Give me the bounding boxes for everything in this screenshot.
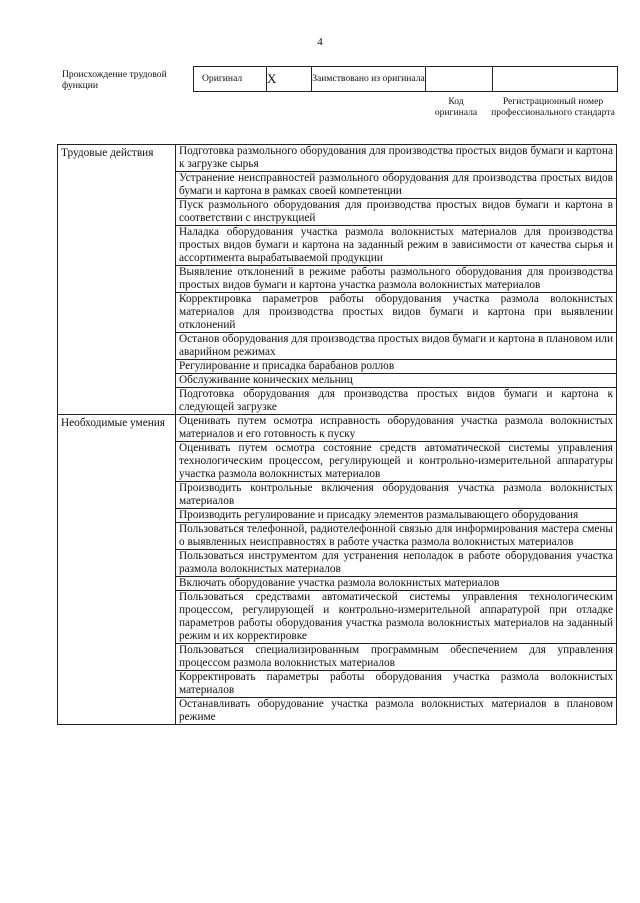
table-cell-item: Останавливать оборудование участка размола волокнистых материалов в плановом режиме — [176, 698, 617, 725]
borrowed-cell: Заимствовано из оригинала — [312, 67, 426, 92]
labor-function-table — [57, 144, 617, 725]
table-cell-item: Производить регулирование и присадку элементов размалывающего оборудования — [176, 509, 617, 523]
original-mark: X — [267, 67, 312, 92]
table-cell-item: Пользоваться телефонной, радиотелефонной связью для информирования мастера смены о выявленных неисправностях в работе участка размола волокнистых материалов — [176, 523, 617, 550]
table-cell-item: Пользоваться средствами автоматической системы управления технологическим процессом, регулирующей и контрольно-измерительной аппаратурой при отладке параметров работы оборудования участка размола волокнистых материалов на заданный режим и их корректировке — [176, 591, 617, 644]
table-cell-item: Пуск размольного оборудования для производства простых видов бумаги и картона в соответствии с инструкцией — [176, 199, 617, 226]
table-cell-item: Оценивать путем осмотра исправность оборудования участка размола волокнистых материалов и его готовность к пуску — [176, 415, 617, 442]
required-skills-label: Необходимые умения — [58, 415, 176, 725]
origin-label: Происхождение трудовой функции — [62, 69, 167, 91]
origin-table — [193, 66, 618, 92]
page-number: 4 — [317, 36, 323, 48]
table-cell-item: Подготовка размольного оборудования для производства простых видов бумаги и картона к загрузке сырья — [176, 145, 617, 172]
table-cell-item: Корректировка параметров работы оборудования участка размола волокнистых материалов для производства простых видов бумаги и картона при выявлении отклонений — [176, 293, 617, 333]
table-cell-item: Подготовка оборудования для производства простых видов бумаги и картона к следующей загрузке — [176, 388, 617, 415]
registration-number-label: Регистрационный номер профессионального стандарта — [491, 96, 615, 118]
table-cell-item: Производить контрольные включения оборудования участка размола волокнистых материалов — [176, 482, 617, 509]
table-cell-item: Корректировать параметры работы оборудования участка размола волокнистых материалов — [176, 671, 617, 698]
code-original-label: Код оригинала — [434, 96, 478, 118]
table-cell-item: Обслуживание конических мельниц — [176, 374, 617, 388]
labor-actions-label: Трудовые действия — [58, 145, 176, 415]
table-row — [58, 145, 617, 172]
reg-number-cell — [493, 67, 618, 92]
table-row — [58, 415, 617, 442]
table-cell-item: Устранение неисправностей размольного оборудования для производства простых видов бумаги и картона в рамках своей компетенции — [176, 172, 617, 199]
original-cell: Оригинал — [194, 67, 267, 92]
table-cell-item: Останов оборудования для производства простых видов бумаги и картона в плановом или аварийном режимах — [176, 333, 617, 360]
table-cell-item: Пользоваться инструментом для устранения неполадок в работе оборудования участка размола волокнистых материалов — [176, 550, 617, 577]
table-cell-item: Включать оборудование участка размола волокнистых материалов — [176, 577, 617, 591]
table-cell-item: Регулирование и присадка барабанов роллов — [176, 360, 617, 374]
table-cell-item: Пользоваться специализированным программным обеспечением для управления процессом размола волокнистых материалов — [176, 644, 617, 671]
code-cell — [426, 67, 493, 92]
table-cell-item: Оценивать путем осмотра состояние средств автоматической системы управления технологическим процессом, регулирующей и контрольно-измерительной аппаратуры участка размола волокнистых материалов — [176, 442, 617, 482]
table-cell-item: Наладка оборудования участка размола волокнистых материалов для производства простых видов бумаги и картона на заданный режим в зависимости от качества сырья и ассортимента вырабатываемой продукции — [176, 226, 617, 266]
table-cell-item: Выявление отклонений в режиме работы размольного оборудования для производства простых видов бумаги и картона участка размола волокнистых материалов — [176, 266, 617, 293]
